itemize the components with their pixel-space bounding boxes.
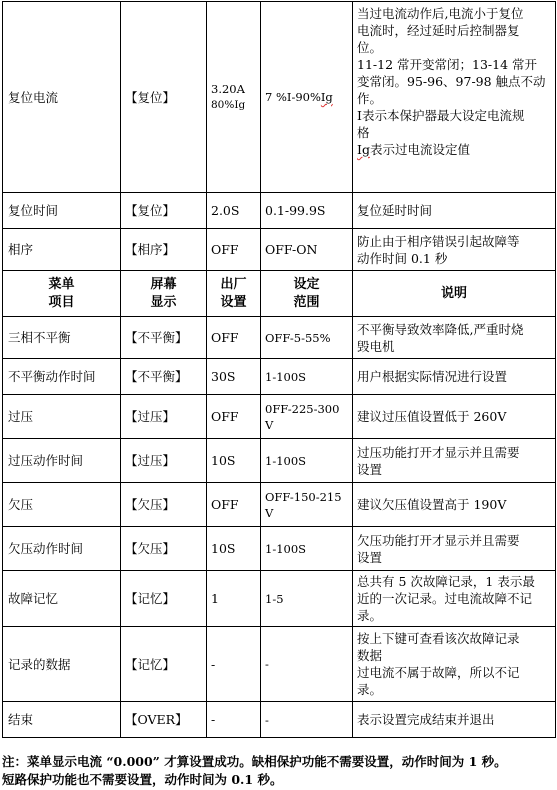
factory-setting-cell: OFF bbox=[207, 395, 261, 439]
setting-range-cell: 7 %I-90%Ig bbox=[261, 2, 353, 193]
screen-display-cell: 【过压】 bbox=[121, 395, 207, 439]
setting-range-cell: OFF-ON bbox=[261, 229, 353, 271]
screen-display-cell: 【欠压】 bbox=[121, 483, 207, 527]
table-header-row bbox=[3, 271, 556, 317]
header-setting-range: 设定 范围 bbox=[261, 271, 353, 317]
screen-display-cell: 【不平衡】 bbox=[121, 317, 207, 359]
description-cell: 用户根据实际情况进行设置 bbox=[353, 359, 556, 395]
screen-display-cell: 【过压】 bbox=[121, 439, 207, 483]
menu-item-cell: 过压 bbox=[3, 395, 121, 439]
description-cell: 总共有 5 次故障记录，1 表示最 近的一次记录。过电流故障不记 录。 bbox=[353, 571, 556, 627]
menu-item-cell: 结束 bbox=[3, 702, 121, 738]
setting-range-cell: - bbox=[261, 627, 353, 702]
table-row bbox=[3, 702, 556, 738]
factory-setting-cell: 30S bbox=[207, 359, 261, 395]
factory-setting-cell: - bbox=[207, 702, 261, 738]
table-row bbox=[3, 193, 556, 229]
setting-range-cell: OFF-5-55% bbox=[261, 317, 353, 359]
screen-display-cell: 【相序】 bbox=[121, 229, 207, 271]
header-screen-display: 屏幕 显示 bbox=[121, 271, 207, 317]
footnote bbox=[2, 753, 555, 789]
factory-setting-cell: - bbox=[207, 627, 261, 702]
header-description: 说明 bbox=[353, 271, 556, 317]
menu-item-cell: 相序 bbox=[3, 229, 121, 271]
description-cell: 当过电流动作后,电流小于复位 电流时，经过延时后控制器复 位。 11-12 常开变常闭；13-14 常开 变常闭。95-96、97-98 触点不动 作。 I表示本保护器最大设定电流规 格 Ig表示过电流设定值 bbox=[353, 2, 556, 193]
table-row bbox=[3, 359, 556, 395]
screen-display-cell: 【复位】 bbox=[121, 2, 207, 193]
setting-range-cell: 1-100S bbox=[261, 359, 353, 395]
factory-setting-cell: 10S bbox=[207, 527, 261, 571]
description-cell: 表示设置完成结束并退出 bbox=[353, 702, 556, 738]
screen-display-cell: 【OVER】 bbox=[121, 702, 207, 738]
description-cell: 防止由于相序错误引起故障等 动作时间 0.1 秒 bbox=[353, 229, 556, 271]
screen-display-cell: 【记忆】 bbox=[121, 627, 207, 702]
table-row bbox=[3, 439, 556, 483]
table-row bbox=[3, 229, 556, 271]
table-row bbox=[3, 627, 556, 702]
table-row bbox=[3, 571, 556, 627]
table-row bbox=[3, 395, 556, 439]
menu-item-cell: 三相不平衡 bbox=[3, 317, 121, 359]
table-row bbox=[3, 317, 556, 359]
settings-table bbox=[2, 1, 556, 738]
menu-item-cell: 记录的数据 bbox=[3, 627, 121, 702]
factory-setting-cell: 3.20A 80%Ig bbox=[207, 2, 261, 193]
menu-item-cell: 复位时间 bbox=[3, 193, 121, 229]
screen-display-cell: 【记忆】 bbox=[121, 571, 207, 627]
table-row bbox=[3, 527, 556, 571]
factory-setting-cell: 2.0S bbox=[207, 193, 261, 229]
factory-setting-cell: OFF bbox=[207, 229, 261, 271]
footnote-line-2: 短路保护功能也不需要设置，动作时间为 0.1 秒。 bbox=[2, 772, 283, 787]
description-cell: 复位延时时间 bbox=[353, 193, 556, 229]
setting-range-cell: - bbox=[261, 702, 353, 738]
setting-range-cell: 1-100S bbox=[261, 439, 353, 483]
factory-setting-cell: 1 bbox=[207, 571, 261, 627]
screen-display-cell: 【复位】 bbox=[121, 193, 207, 229]
screen-display-cell: 【欠压】 bbox=[121, 527, 207, 571]
footnote-line-1: 注：菜单显示电流 “0.000” 才算设置成功。缺相保护功能不需要设置，动作时间为 1 秒。 bbox=[2, 754, 507, 769]
table-body bbox=[3, 317, 556, 738]
setting-range-cell: 1-5 bbox=[261, 571, 353, 627]
factory-setting-cell: 10S bbox=[207, 439, 261, 483]
menu-item-cell: 复位电流 bbox=[3, 2, 121, 193]
description-cell: 建议过压值设置低于 260V bbox=[353, 395, 556, 439]
factory-setting-cell: OFF bbox=[207, 317, 261, 359]
description-cell: 欠压功能打开才显示并且需要 设置 bbox=[353, 527, 556, 571]
table-row bbox=[3, 2, 556, 193]
screen-display-cell: 【不平衡】 bbox=[121, 359, 207, 395]
description-cell: 建议欠压值设置高于 190V bbox=[353, 483, 556, 527]
table-row bbox=[3, 483, 556, 527]
description-cell: 过压功能打开才显示并且需要 设置 bbox=[353, 439, 556, 483]
menu-item-cell: 欠压动作时间 bbox=[3, 527, 121, 571]
header-menu-item: 菜单 项目 bbox=[3, 271, 121, 317]
setting-range-cell: 0.1-99.9S bbox=[261, 193, 353, 229]
setting-range-cell: 1-100S bbox=[261, 527, 353, 571]
setting-range-cell: OFF-150-215 V bbox=[261, 483, 353, 527]
factory-setting-cell: OFF bbox=[207, 483, 261, 527]
description-cell: 不平衡导致效率降低,严重时烧 毁电机 bbox=[353, 317, 556, 359]
header-factory-setting: 出厂 设置 bbox=[207, 271, 261, 317]
menu-item-cell: 欠压 bbox=[3, 483, 121, 527]
setting-range-cell: 0FF-225-300 V bbox=[261, 395, 353, 439]
menu-item-cell: 故障记忆 bbox=[3, 571, 121, 627]
description-cell: 按上下键可查看该次故障记录 数据 过电流不属于故障，所以不记 录。 bbox=[353, 627, 556, 702]
menu-item-cell: 过压动作时间 bbox=[3, 439, 121, 483]
menu-item-cell: 不平衡动作时间 bbox=[3, 359, 121, 395]
